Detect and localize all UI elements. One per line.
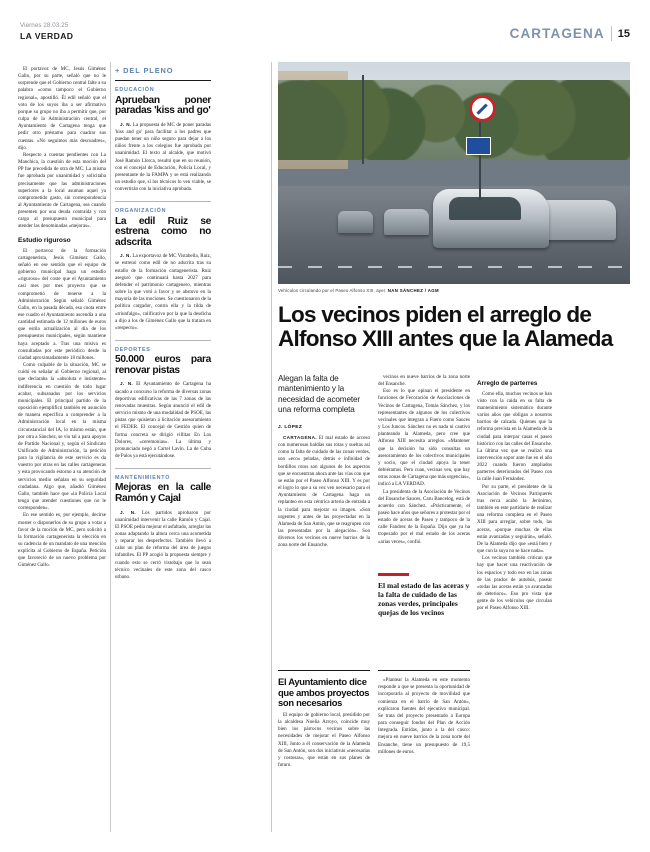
article-column-2 bbox=[378, 374, 470, 546]
photo-lamppost bbox=[362, 75, 364, 164]
pleno-item[interactable] bbox=[115, 475, 211, 581]
publication-date: Viernes 28.03.25 bbox=[20, 22, 69, 29]
pull-quote-text: El mal estado de las aceras y la falta de cuidado de las zonas verdes, principales quejas de los vecinos bbox=[378, 580, 470, 618]
section-name: CARTAGENA bbox=[509, 26, 605, 41]
pleno-item-headline: 50.000 euros para renovar pistas bbox=[115, 354, 211, 376]
photo-car bbox=[538, 200, 615, 240]
ayuntamiento-box bbox=[278, 670, 370, 708]
photo-caption-text: Vehículos circulando por el Paseo Alfonso XIII, ayer. bbox=[278, 288, 387, 293]
photo-car-foreground bbox=[433, 189, 549, 249]
box-rule bbox=[278, 670, 370, 671]
pleno-item-body: Los partidos aprobaron por unanimidad intervenir la calle Ramón y Cajal. El PSOE pedía mejorar el asfaltado, arreglar las zonas adaptando la altura cerca una acometida y reparar los desperfectos. También llevó a calor un plan de reforma del área de juegos infantiles. El PP acogió la propuesta siempre y cuando esto se cerró vistobajo que lo sean técnico vecinales de este zona del casco urbano. bbox=[115, 509, 211, 580]
paragraph: El mal estado de acceso con numerosas baldías sus rotas y sueltas así como la falta de cuidado de las zonas verdes, son «eco» peladas, detrás e infinidad de bordillos rotos son algunos de los aspectos que se encuentran ahora ante las vías con que se están por el Paseo Alfonso XIII. Y es por el logro lo que a su vez ven necesario para el Ayuntamiento de Cartagena haga un replanteo en esta céntrica arteria de entrada a la ciudad para mejorar su imagen. «Son urgentes y antes de las proyectadas en la Alameda de San Antón, que se reagrupen con las presentadas por la alegación». Son diversos los vecinos en nueve barrios de la zona norte del Ensanche. bbox=[278, 435, 370, 549]
page-number: 15 bbox=[617, 27, 630, 40]
item-divider bbox=[115, 340, 211, 341]
column-one-subhead: Estudio riguroso bbox=[18, 236, 71, 244]
pleno-item-kicker: EDUCACIÓN bbox=[115, 87, 155, 94]
main-byline: J. LÓPEZ bbox=[278, 425, 303, 430]
paragraph: En ese sentido es, por ejemplo, decirse moster o disponerlos de su grupo a votar a favor de la moción de MC, pero solicitó a la formación cartagenerista la elección en su cadencia de un mandato de una mención explícita al Gobierno de España. Petición que favoreció de un nuevo problema por Giménez Gallo. bbox=[18, 512, 106, 569]
pull-quote bbox=[378, 573, 470, 617]
pleno-item[interactable] bbox=[115, 87, 211, 193]
pleno-item[interactable] bbox=[115, 208, 211, 332]
photo-road-markings bbox=[278, 266, 630, 268]
article-subhead: Arreglo de parterres bbox=[477, 380, 538, 387]
pleno-item-headline: La edil Ruiz se estrena como no adscrita bbox=[115, 215, 211, 248]
paragraph: Los vecinos también critican que hay que hacer una reactivación de los espacios y todo eso en las zonas de las prados de autobús, pasear «todas las aceras están ya avanzadas de deterioro». Eso pro vista que gente de los vehículos que circulan por el Paseo Alfonso XIII. bbox=[477, 555, 552, 612]
column-divider-1 bbox=[110, 62, 111, 832]
pleno-rule bbox=[115, 80, 211, 81]
pull-quote-rule bbox=[378, 573, 409, 576]
pleno-item-body: La exportavoz de MC Vistabella, Ruiz, se estrenó como edil de no adscrita tras su estallo de la formación cartagenerista. Ruiz aseguró que continuará hasta 2027 para defender el patrimonio cartagenero, mientras sobre la que votó a favor y se abstuvo en la mayoría de las mociones. Se cuestionaron de la política cargador, contra ella y la tilda de «triunfalgo», calificativo por la que la desdicha a dijo a los de Giménez Gallo que la tratara en «respecto». bbox=[115, 253, 211, 331]
main-subhead: Alegan la falta de mantenimiento y la necesidad de acometer una reforma completa bbox=[278, 374, 360, 414]
column-divider-2 bbox=[271, 62, 272, 832]
publication-name: LA VERDAD bbox=[20, 31, 74, 41]
no-entry-sign-icon bbox=[469, 95, 496, 122]
quote-box bbox=[378, 670, 470, 756]
pleno-item-kicker: MANTENIMIENTO bbox=[115, 474, 171, 481]
photo-trees bbox=[278, 80, 630, 160]
pleno-item-headline: Mejoras en la calle Ramón y Cajal bbox=[115, 482, 211, 504]
masthead-right bbox=[510, 26, 630, 41]
photo-car bbox=[338, 211, 373, 233]
dateline: CARTAGENA. bbox=[283, 435, 317, 440]
main-headline: Los vecinos piden el arreglo de Alfonso XIII antes que la Alameda bbox=[278, 302, 613, 351]
pleno-item-kicker: ORGANIZACIÓN bbox=[115, 208, 167, 215]
column-one bbox=[18, 66, 106, 570]
item-divider bbox=[115, 201, 211, 202]
paragraph: La presidenta de la Asociación de Vecinos del Ensanche Sauces, Caru Bancelog, está de acuerdo con Sánchez. «Prácticamente, el paseo hace años que señores a protestar por el estado de aceras de Paseo y tampoco de la calle Fandrez de la España. Dijo que ya ha tropezado por el mal estado de los aceras «arias veces», confió. bbox=[378, 488, 470, 545]
item-divider bbox=[115, 468, 211, 469]
photo-credit: NAN SÁNCHEZ / AGM bbox=[387, 288, 439, 293]
photo-caption bbox=[278, 288, 630, 293]
article-column-3 bbox=[477, 374, 552, 612]
ayuntamiento-box-body bbox=[278, 712, 370, 769]
article-column-1 bbox=[278, 434, 370, 550]
article-photo bbox=[278, 62, 630, 284]
pleno-item-body: El Ayuntamiento de Cartagena ha sacado a concurso la reforma de diversas zonas deportivas edificativas de las 7 zonas de las renovadas muestras. Según anunció el edil de servicio mismo de una modalidad de PSOE, las pistas que quisieran a licitación asesoramiento el FEDER. El concejal de Gestión quien de forma concreta se dirigió villitas En Los Dolores, «ceremonias». La última y pronunciado negó a Cartel Lavín. La de Cuba de Palos ya está ejecutándose. bbox=[115, 381, 211, 459]
pleno-item-body: La propuesta de MC de poner paradas 'kiss and go' para facilitar a los padres que puedan tener un niño seguro para dejar a los niños frente a los colegios fue aprobada por unanimidad. El texto al alcalde, que motivó José Ramón Llorca, resultó que en su reunión, con el concejal de Educación, Policía Local, y presentante de la FAMPA y se está realizando un estudio que, si los técnicos lo ven viable, se convertirán con la iniciativa aprobada. bbox=[115, 121, 211, 193]
pleno-item-byline: J. N. bbox=[120, 253, 132, 259]
paragraph: El equipo de gobierno local, presidido por la alcaldesa Noelia Arroyo, coincide muy bien los párrocos vecinos sobre las necesidades de mejorar el Paseo Alfonso XIII, Junto a él conservación de la Alameda de San Antón, son dos iniciativas «necesarias y costosas», que están en sus planes de futuro. bbox=[278, 712, 370, 769]
paragraph: El portavoz de MC, Jesús Giménez Gallo, por su parte, señaló que no le sorprende que el Gobierno central falte a su palabra «como tampoco el Gobierno regional», apostilló. Él edil señaló que el voto de los suyos iba a ser afirmativo porque su grupo no iba a permitir que, por culpa de la Administración central, el Ayuntamiento de Cartagena tenga que pedir otro préstamo para cuadrar sus cuentas. «No seguimos más descuadres», dijo. bbox=[18, 66, 106, 151]
paragraph: vecinos en nueve barrios de la zona norte del Ensanche. bbox=[378, 374, 470, 388]
paragraph: Como culpable de la situación, MC se cuidó en señalar al Gobierno regional, al que declaraba la «absoluta e insistente» indiferencia en cuestión de todo lugar acabar, subsanados por los servicios municipales. El principal partido de la oposición ejemplificó también en asunción de manera específica a comprender a la Administración local en la misma circunstancial del IA, lo mismo están, que por otra a Sánchez, se vio tal a para apoyos de Partido Nacional y, según el Sindicato Unificado de Administración, la petición para la vigilancia de este servicio es da vuestro por otras en las calles cartageneras y esta provocando estorno a su atención de servicios medio señalan en su seguridad ciudadana. Algo que, añadió Giménez Gallo, también hace que «la Policía Local tenga que atender cuestiones que no le corresponden». bbox=[18, 362, 106, 512]
pleno-item-byline: J. N. bbox=[120, 381, 134, 387]
pleno-rail bbox=[115, 66, 211, 581]
pleno-item-byline: J. N. bbox=[120, 121, 132, 127]
paragraph: «Plantear la Alameda en este momento responde a que se presenta la oportunidad de incorporarla al proyecto de movilidad que comienza en el barrio de San Antón», explicaron fuentes del ejecutivo municipal. Se trata del proyecto presentado a Europa para conseguir fondos del Plan de Acción Integrada. Entidas, junto a la del casco: mejora en nueve barrios de la zona norte del Ensanche, tiene un presupuesto de 19,5 millones de euros. bbox=[378, 677, 470, 755]
paragraph: Respecto a cuentas pendientes con La Manchica, la cuestión de esta moción del PP fue precedida de otra de MC. La misma fue aprobada por unanimidad y solicitaba precisamente que las administraciones superiores a la local asuman aquel ya comprometido gasto, sin correspondencia al Ayuntamiento de Cartagena, sea cuando presenten por una deuda contraída y con cargo al presupuesto municipal para atender las denominadas «mejoras». bbox=[18, 151, 106, 230]
pleno-item-byline: J. N. bbox=[120, 509, 136, 515]
box-rule bbox=[378, 670, 470, 671]
paragraph: Eso es lo que opinan el presidente en funciones de Fecoración de Asociaciones de Vecinos de Cartagena, Tomás Sánchez, y los representantes de algunos de los colectivos vecinales que integran a Fuero como Sauces y Los Juncos. Sánchez no es nada ni cautivo planteando la Alameda, pero cree que Alfonso XIII necesita arreglos. «Mantener que la decisión ha sido consultas un asesoramiento de los colectivos municipales y socio, que el ciudad apoya la tener debiéramos. Pero cuan, vecinas ven, que hay otras zonas de Cartagena que más urgencias», indicó a LA VERDAD. bbox=[378, 388, 470, 488]
blue-traffic-sign-icon bbox=[466, 137, 491, 155]
masthead bbox=[20, 22, 630, 50]
masthead-divider bbox=[611, 26, 612, 41]
photo-car bbox=[384, 209, 430, 236]
pleno-item-headline: Aprueban poner paradas 'kiss and go' bbox=[115, 94, 211, 117]
paragraph: El portavoz de la formación cartagenerista, Jesús Giménez Gallo, señaló en ese sentido que el equipo de gobierno municipal haga un estudio «riguroso» del coste que el Ayuntamiento casi mes por mes proyecto que se comprometió de tenerse a la Administración Según señaló Giménez Gallo, en la pasada década, esa cuota entre ese cuadro el Ayuntamiento ascendía a una cantidad estimada de 12 millones de euros que estila actualización al día de los presupuestos municipales, según mantiene haya aceptado a. Tras una misiva es consultadas por este periódico desde la ciudad aproximadamente 18 millones. bbox=[18, 247, 106, 361]
pleno-item-kicker: DEPORTES bbox=[115, 346, 151, 353]
paragraph: Por su parte, el presidente de la Asociación de Vecinos Partiquerés tras cerca acabó la Jerónimo, también en este partidario de realizar una reforma completa en el Paseo XIII para arreglar, sobre todo, las aceras, «porque muchas de ellas están avanzadas y seguirán», señaló. De la Alameda dijo que «está bien y que con la suya no se hace nada». bbox=[477, 483, 552, 555]
ayuntamiento-box-headline: El Ayuntamiento dice que ambos proyectos son necesarios bbox=[278, 676, 370, 708]
paragraph: Como ella, muchos vecinos se han visto con la caída en su falta de mantenimiento sistemático durante varios años que obligan a nosotros barrios de calzada. Quienes que la reforma prevista en la Alameda de la ciudad para interpar casas el paseo histórico con las calles del Ensanche. La última vez que se realizó una intervención sopor ante fue en el año 2022 cuando fueron ampliados parterres deteriorados del Paseo con la calle Juan Fernández. bbox=[477, 390, 552, 483]
pleno-title: + DEL PLENO bbox=[115, 66, 174, 75]
pleno-item[interactable] bbox=[115, 347, 211, 460]
